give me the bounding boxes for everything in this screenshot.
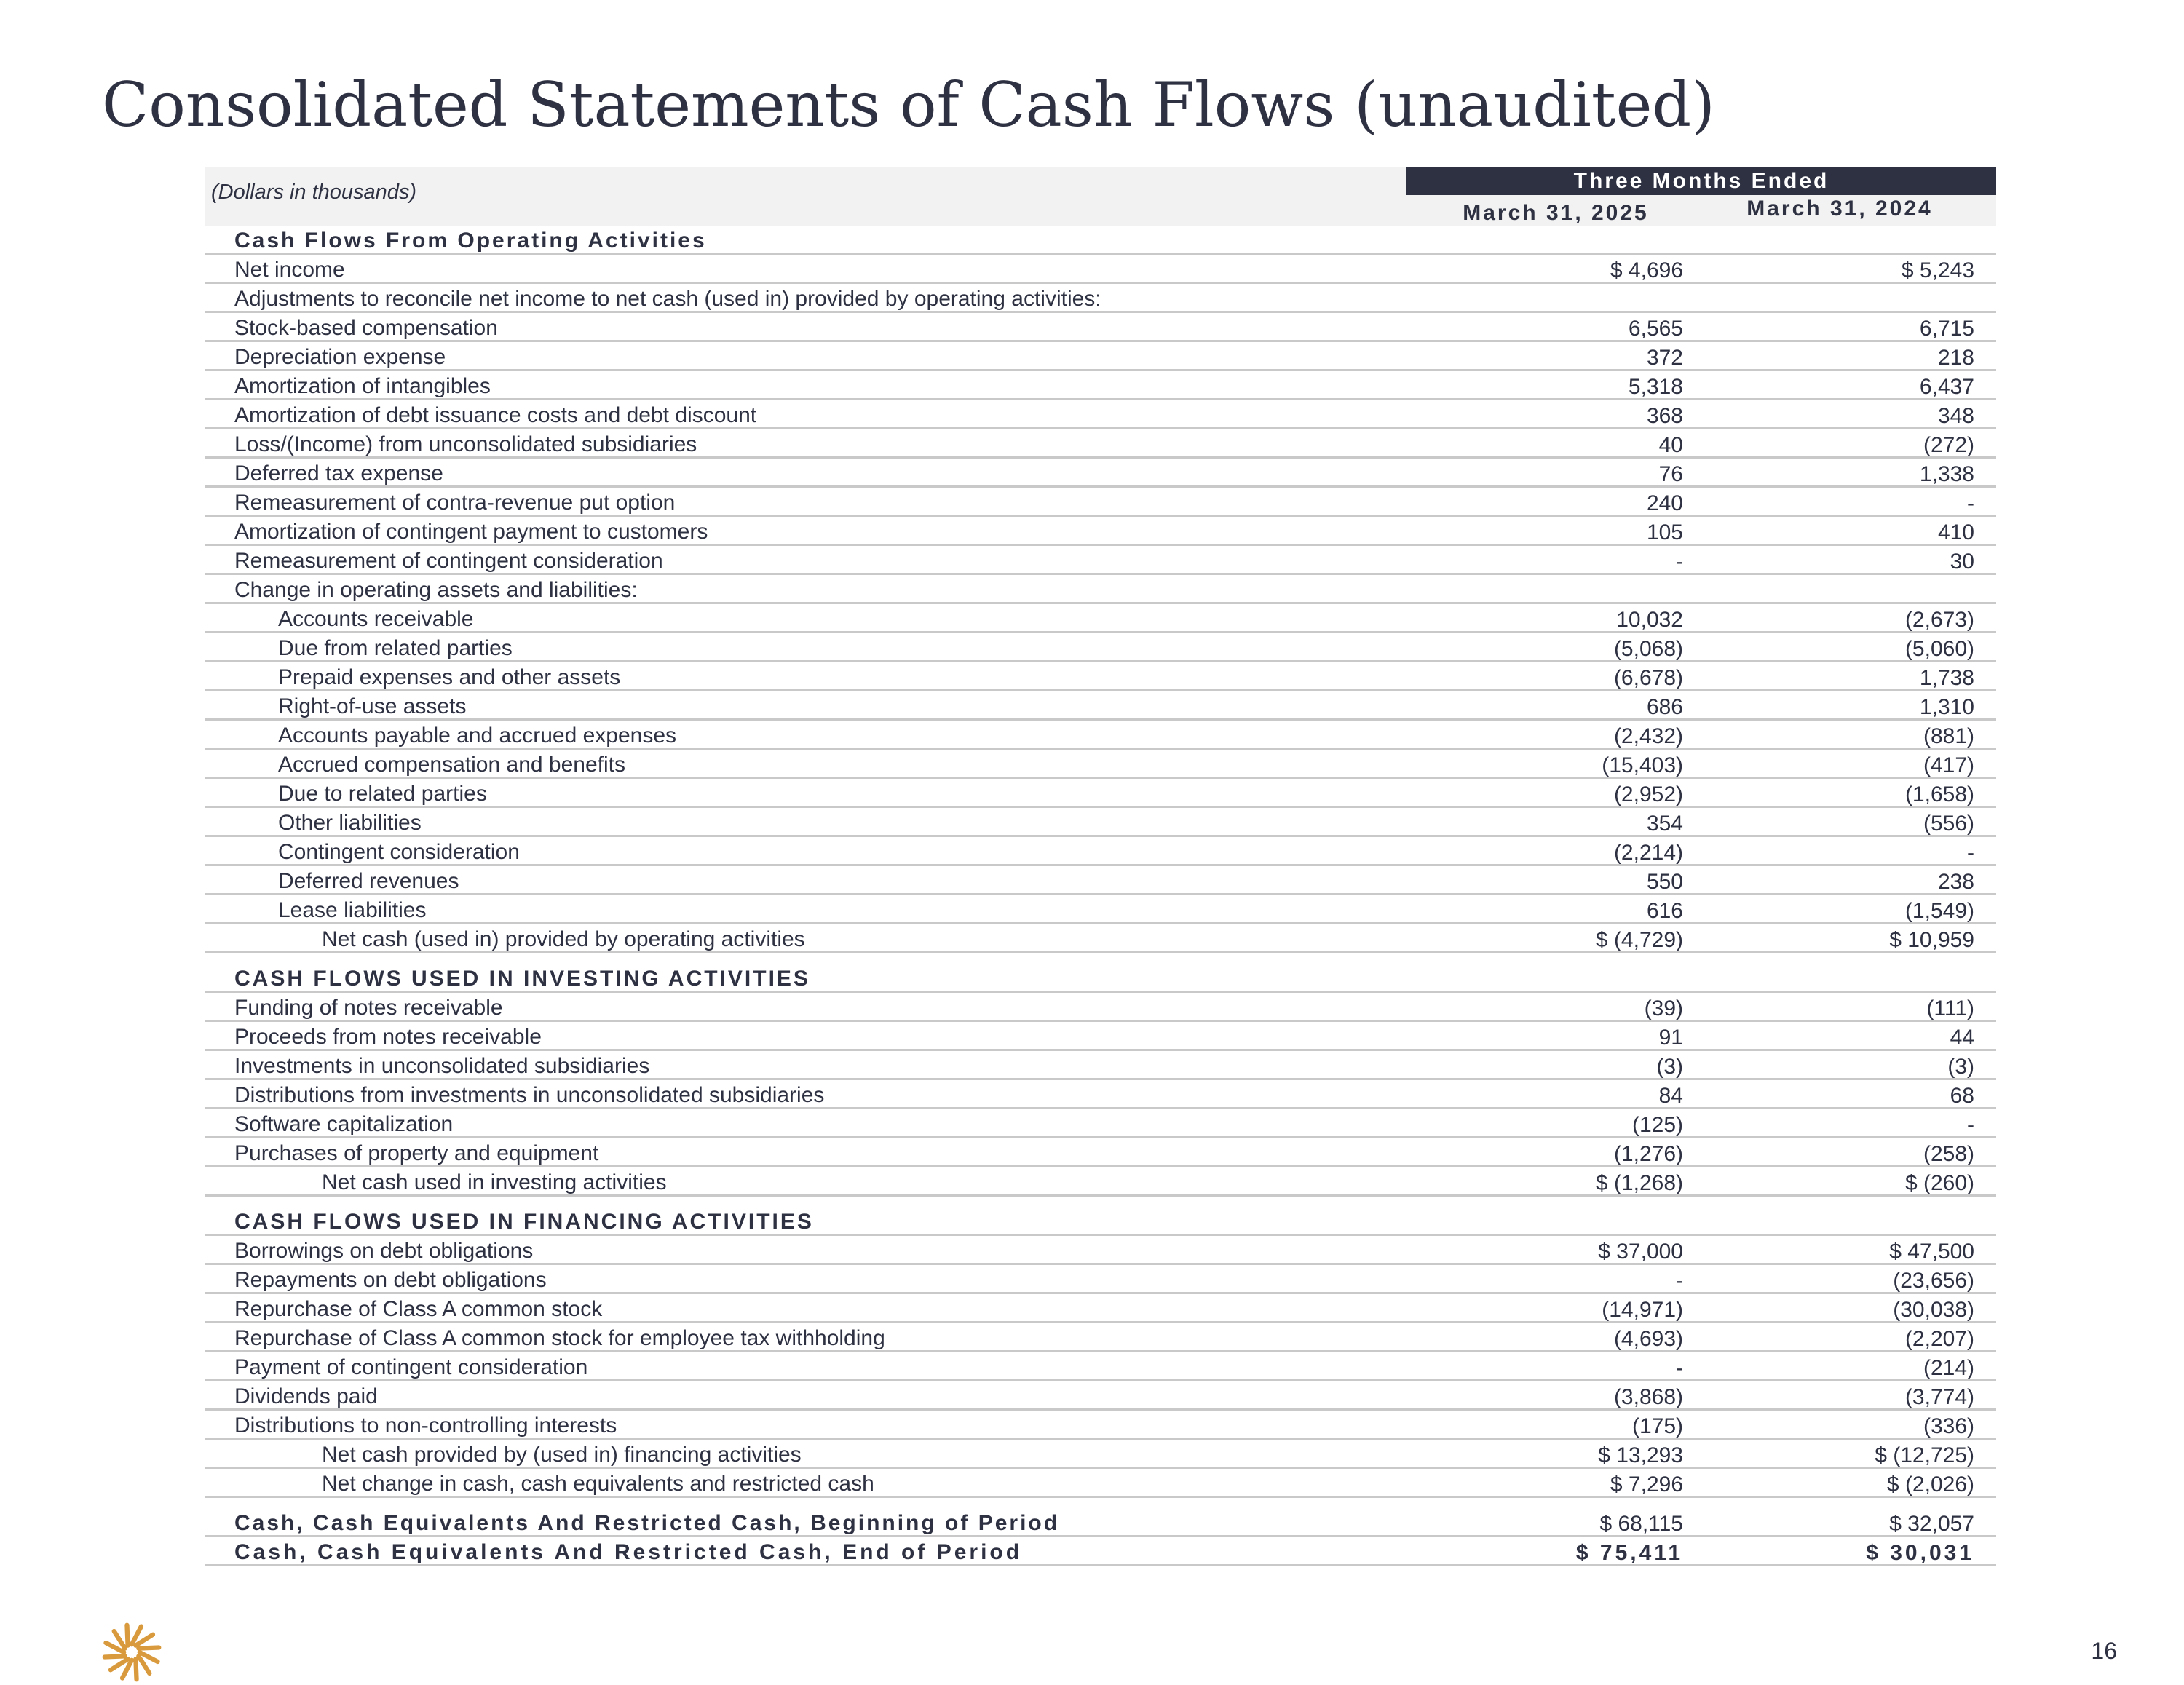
value-2025: 105	[1646, 520, 1683, 544]
table-row	[205, 1236, 1996, 1265]
row-label: Due to related parties	[278, 782, 487, 806]
value-2025: 372	[1646, 346, 1683, 370]
value-2025: -	[1676, 1269, 1683, 1293]
row-label: Other liabilities	[278, 811, 422, 835]
section-row	[205, 226, 1996, 255]
row-label: Repurchase of Class A common stock for employee tax withholding	[234, 1326, 885, 1350]
table-row	[205, 1352, 1996, 1381]
value-2024: 218	[1937, 346, 1974, 370]
period-header: Three Months Ended	[1406, 167, 1996, 195]
table-row	[205, 662, 1996, 691]
value-2025: 84	[1658, 1084, 1683, 1108]
value-2024: (111)	[1926, 996, 1974, 1020]
row-label: Loss/(Income) from unconsolidated subsidiaries	[234, 432, 697, 456]
value-2024: (5,060)	[1904, 637, 1974, 661]
row-label: Purchases of property and equipment	[234, 1141, 599, 1165]
value-2025: (3)	[1656, 1055, 1683, 1079]
table-row	[205, 546, 1996, 575]
row-label: Distributions from investments in unconsolidated subsidiaries	[234, 1083, 825, 1107]
value-2024: (2,673)	[1904, 608, 1974, 632]
row-label: Lease liabilities	[278, 898, 427, 922]
value-2024: 1,738	[1919, 666, 1974, 690]
table-row	[205, 313, 1996, 342]
value-2025: 616	[1646, 899, 1683, 923]
row-label: Due from related parties	[278, 636, 513, 660]
value-2024: (2,207)	[1904, 1327, 1974, 1351]
table-row	[205, 1323, 1996, 1352]
table-body	[205, 226, 1996, 1566]
value-2025: (4,693)	[1613, 1327, 1683, 1351]
value-2024: $ (12,725)	[1875, 1443, 1974, 1467]
row-label: Funding of notes receivable	[234, 996, 503, 1020]
value-2025: (5,068)	[1613, 637, 1683, 661]
value-2024: (272)	[1923, 433, 1974, 457]
value-2025: $ 13,293	[1598, 1443, 1683, 1467]
value-2024: $ 32,057	[1889, 1512, 1974, 1536]
cash-flow-table	[205, 167, 1996, 1566]
row-label: CASH FLOWS USED IN FINANCING ACTIVITIES	[234, 1210, 814, 1234]
value-2024: (3,774)	[1904, 1385, 1974, 1409]
value-2024: (30,038)	[1893, 1298, 1974, 1322]
table-row	[205, 575, 1996, 604]
row-label: CASH FLOWS USED IN INVESTING ACTIVITIES	[234, 967, 810, 991]
table-row	[205, 1411, 1996, 1440]
section-row	[205, 1508, 1996, 1537]
table-row	[205, 459, 1996, 488]
column-header-2024: March 31, 2024	[1746, 197, 1933, 221]
value-2025: 76	[1658, 462, 1683, 486]
units-label: (Dollars in thousands)	[211, 181, 417, 204]
table-row	[205, 604, 1996, 633]
value-2025: 91	[1658, 1026, 1683, 1050]
value-2025: 550	[1646, 870, 1683, 894]
value-2025: 240	[1646, 491, 1683, 515]
row-label: Deferred revenues	[278, 869, 459, 893]
value-2025: 686	[1646, 695, 1683, 719]
value-2024: $ 30,031	[1866, 1541, 1974, 1565]
value-2025: 6,565	[1628, 317, 1683, 341]
table-row	[205, 429, 1996, 459]
table-row	[205, 342, 1996, 371]
row-label: Amortization of intangibles	[234, 374, 491, 398]
value-2025: (14,971)	[1602, 1298, 1683, 1322]
value-2025: (125)	[1631, 1113, 1683, 1137]
row-label: Remeasurement of contra-revenue put option	[234, 491, 676, 515]
value-2024: $ 47,500	[1889, 1240, 1974, 1264]
value-2025: -	[1676, 550, 1683, 574]
value-2025: 5,318	[1628, 375, 1683, 399]
table-row	[205, 633, 1996, 662]
value-2025: $ (4,729)	[1595, 928, 1683, 952]
value-2025: 354	[1646, 812, 1683, 836]
row-label: Adjustments to reconcile net income to net cash (used in) provided by operating activities:	[234, 287, 1101, 311]
value-2024: -	[1967, 491, 1974, 515]
value-2025: (15,403)	[1602, 753, 1683, 777]
value-2025: $ 75,411	[1575, 1541, 1683, 1565]
value-2024: $ 10,959	[1889, 928, 1974, 952]
table-row	[205, 779, 1996, 808]
value-2025: 10,032	[1616, 608, 1683, 632]
value-2024: (214)	[1923, 1356, 1974, 1380]
value-2025: (39)	[1644, 996, 1683, 1020]
row-label: Software capitalization	[234, 1112, 454, 1136]
row-label: Accrued compensation and benefits	[278, 753, 625, 777]
table-row	[205, 691, 1996, 721]
page-title: Consolidated Statements of Cash Flows (unaudited)	[102, 69, 1715, 140]
row-label: Contingent consideration	[278, 840, 520, 864]
value-2025: (2,214)	[1613, 841, 1683, 865]
value-2024: 68	[1950, 1084, 1974, 1108]
table-row	[205, 1167, 1996, 1197]
row-label: Net cash (used in) provided by operating activities	[322, 927, 805, 951]
value-2025: (175)	[1631, 1414, 1683, 1438]
page-number: 16	[2091, 1638, 2117, 1664]
table-row	[205, 1440, 1996, 1469]
value-2024: (556)	[1923, 812, 1974, 836]
value-2024: 30	[1950, 550, 1974, 574]
table-row	[205, 284, 1996, 313]
row-label: Net cash provided by (used in) financing activities	[322, 1443, 802, 1467]
value-2025: $ (1,268)	[1595, 1171, 1683, 1195]
logo-ray	[135, 1659, 136, 1679]
table-row	[205, 866, 1996, 895]
value-2024: (23,656)	[1893, 1269, 1974, 1293]
row-label: Prepaid expenses and other assets	[278, 665, 621, 689]
column-header-2025: March 31, 2025	[1463, 201, 1649, 225]
row-label: Repurchase of Class A common stock	[234, 1297, 603, 1321]
value-2025: (2,952)	[1613, 782, 1683, 806]
row-label: Investments in unconsolidated subsidiaries	[234, 1054, 650, 1078]
value-2024: 1,310	[1919, 695, 1974, 719]
row-label: Proceeds from notes receivable	[234, 1025, 542, 1049]
row-label: Amortization of contingent payment to customers	[234, 520, 708, 544]
row-label: Net income	[234, 258, 345, 282]
table-row	[205, 517, 1996, 546]
value-2025: -	[1676, 1356, 1683, 1380]
table-row	[205, 1022, 1996, 1051]
table-row	[205, 924, 1996, 953]
value-2024: $ 5,243	[1901, 258, 1974, 282]
section-row	[205, 964, 1996, 993]
value-2024: -	[1967, 841, 1974, 865]
value-2024: 44	[1950, 1026, 1974, 1050]
table-row	[205, 1294, 1996, 1323]
table-row	[205, 488, 1996, 517]
row-label: Dividends paid	[234, 1384, 378, 1408]
table-row	[205, 1469, 1996, 1498]
value-2025: $ 68,115	[1599, 1512, 1683, 1536]
value-2024: 238	[1937, 870, 1974, 894]
value-2024: (881)	[1923, 724, 1974, 748]
table-row	[205, 1051, 1996, 1080]
value-2024: (3)	[1947, 1055, 1974, 1079]
row-label: Cash Flows From Operating Activities	[234, 229, 707, 253]
table-row	[205, 993, 1996, 1022]
table-row	[205, 1138, 1996, 1167]
value-2024: (417)	[1923, 753, 1974, 777]
value-2025: (3,868)	[1613, 1385, 1683, 1409]
row-label: Net cash used in investing activities	[322, 1170, 667, 1194]
row-label: Amortization of debt issuance costs and debt discount	[234, 403, 757, 427]
value-2024: (1,549)	[1904, 899, 1974, 923]
value-2025: (6,678)	[1613, 666, 1683, 690]
table-row	[205, 1265, 1996, 1294]
table-header	[205, 167, 1996, 226]
table-row	[205, 837, 1996, 866]
table-row	[205, 1080, 1996, 1109]
table-row	[205, 750, 1996, 779]
row-label: Borrowings on debt obligations	[234, 1239, 534, 1263]
value-2024: (258)	[1923, 1142, 1974, 1166]
row-label: Repayments on debt obligations	[234, 1268, 547, 1292]
row-label: Deferred tax expense	[234, 461, 443, 485]
logo-ray	[138, 1647, 159, 1648]
row-label: Change in operating assets and liabilities:	[234, 578, 638, 602]
value-2025: (1,276)	[1613, 1142, 1683, 1166]
row-label: Stock-based compensation	[234, 316, 498, 340]
value-2025: $ 7,296	[1610, 1472, 1683, 1496]
value-2024: 6,437	[1919, 375, 1974, 399]
table-row	[205, 255, 1996, 284]
value-2025: 368	[1646, 404, 1683, 428]
value-2024: 1,338	[1919, 462, 1974, 486]
value-2024: 410	[1937, 520, 1974, 544]
table-row	[205, 1109, 1996, 1138]
row-label: Distributions to non-controlling interests	[234, 1414, 617, 1438]
row-label: Net change in cash, cash equivalents and restricted cash	[322, 1472, 874, 1496]
value-2025: 40	[1658, 433, 1683, 457]
value-2024: -	[1967, 1113, 1974, 1137]
row-label: Accounts receivable	[278, 607, 474, 631]
row-label: Cash, Cash Equivalents And Restricted Cash, End of Period	[234, 1540, 1023, 1564]
row-label: Accounts payable and accrued expenses	[278, 723, 677, 748]
value-2024: 348	[1937, 404, 1974, 428]
value-2025: $ 37,000	[1598, 1240, 1683, 1264]
company-logo-icon	[99, 1619, 165, 1685]
row-label: Right-of-use assets	[278, 694, 467, 718]
value-2025: (2,432)	[1613, 724, 1683, 748]
value-2024: $ (2,026)	[1886, 1472, 1974, 1496]
total-row	[205, 1537, 1996, 1566]
value-2025: $ 4,696	[1610, 258, 1683, 282]
value-2024: $ (260)	[1904, 1171, 1974, 1195]
row-label: Payment of contingent consideration	[234, 1355, 588, 1379]
logo-ray	[105, 1656, 125, 1657]
row-label: Depreciation expense	[234, 345, 446, 369]
section-row	[205, 1207, 1996, 1236]
value-2024: 6,715	[1919, 317, 1974, 341]
value-2024: (336)	[1923, 1414, 1974, 1438]
table-row	[205, 895, 1996, 924]
value-2024: (1,658)	[1904, 782, 1974, 806]
table-row	[205, 400, 1996, 429]
table-row	[205, 721, 1996, 750]
table-row	[205, 371, 1996, 400]
table-row	[205, 1381, 1996, 1411]
row-label: Remeasurement of contingent consideration	[234, 549, 663, 573]
table-row	[205, 808, 1996, 837]
row-label: Cash, Cash Equivalents And Restricted Cash, Beginning of Period	[234, 1511, 1060, 1535]
